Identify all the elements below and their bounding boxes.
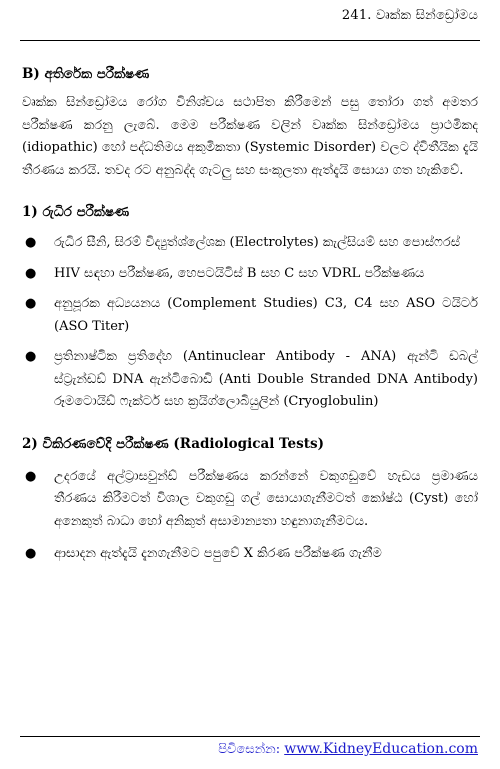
header-divider [20, 40, 480, 41]
list-item-text: ප්‍රතිනාෂ්ටික ප්‍රතිදේහ (Antinuclear Antibody - ANA) ඇන්ටි ඩබල් ස්ට්‍රැන්ඩඩ් DNA ඇන්ටිබොඩි (Anti Double Stranded DNA Antibody) රූමටොයිඩ් ෆැක්ටර් සහ ක්‍රයිග්ලොබියුලින් (Cryoglobulin) [54, 349, 478, 409]
page-header: 241. වෘක්ක සින්ඩ්‍රෝමය [341, 8, 478, 23]
list-item-text: රුධිර සීනි, සිරම් විද්‍යුත්ශ්ලේශක (Electrolytes) කැල්සියම් සහ පොස්ෆරස් [54, 235, 461, 250]
list-item [22, 263, 478, 286]
bullet-icon: ● [25, 546, 37, 561]
section-2-title: 2) විකිරණවේදි පරීක්ෂණ (Radiological Tests) [22, 435, 324, 452]
list-item [22, 543, 478, 566]
list-item-text: ආසාදන ඇත්දැයි දැනගැනීමට පපුවේ X කිරණ පරීක්ෂණ ගැනීම [54, 546, 382, 561]
list-item-text: අනුපූරක අධ්‍යයනය (Complement Studies) C3, C4 සහ ASO ටයිටර් (ASO Titer) [54, 296, 478, 334]
bullet-icon: ● [25, 296, 37, 311]
list-item [22, 466, 478, 534]
radiological-tests-list [22, 466, 478, 566]
blood-tests-list [22, 232, 478, 414]
page-content [22, 66, 478, 566]
bullet-icon: ● [25, 265, 37, 281]
footer-label: පිවිසෙන්න: [218, 742, 285, 757]
list-item [22, 293, 478, 338]
list-item-text: HIV සඳහා පරීක්ෂණ, හෙපටයිටිස් B සහ C සහ VDRL පරීක්ෂණය [54, 265, 425, 281]
bullet-icon: ● [25, 468, 37, 484]
list-item [22, 232, 478, 255]
list-item-text: උදරයේ අල්ට්‍රාසවුන්ඩ් පරීක්ෂණය කරන්නේ වකුගඩුවේ හැඩය ප්‍රමාණය තීරණය කිරීමටත් විශාල වකුගඩු ගල් සොයාගැනීමටත් කෝෂ්ඨ (Cyst) හෝ අනෙකුත් බාධා හෝ අනිකුත් අසාමාන්‍යතා හඳුනාගැනීමටය. [54, 468, 478, 529]
section-b-title: B) අතිරේක පරීක්ෂණ [22, 66, 150, 82]
section-b-paragraph: වෘක්ක සින්ඩ්‍රෝමය රෝග විනිශ්චය සථාපිත කිරීමෙන් පසු තෝරා ගත් අමතර පරීක්ෂණ කරනු ලැබේ. මෙම පරීක්ෂණ වලින් වෘක්ක සින්ඩ්‍රෝමය ප්‍රාථමිකද (idiopathic) හෝ පද්ධතිමය අකුමිකතා (Systemic Disorder) වලට ද්විතීයික දැයි තීරණය කරයි. තවද රට අනුබද්ද ගැටලු සහ සංකූලතා ඇත්දැයි සොයා ගත හැකිවේ. [22, 95, 478, 178]
bullet-icon: ● [25, 235, 37, 250]
footer-divider [20, 736, 480, 737]
website-link[interactable]: www.KidneyEducation.com [284, 741, 478, 757]
page-footer [218, 741, 478, 757]
list-item [22, 346, 478, 414]
section-1-title: 1) රුධිර පරීක්ෂණ [22, 204, 130, 220]
bullet-icon: ● [25, 349, 37, 364]
